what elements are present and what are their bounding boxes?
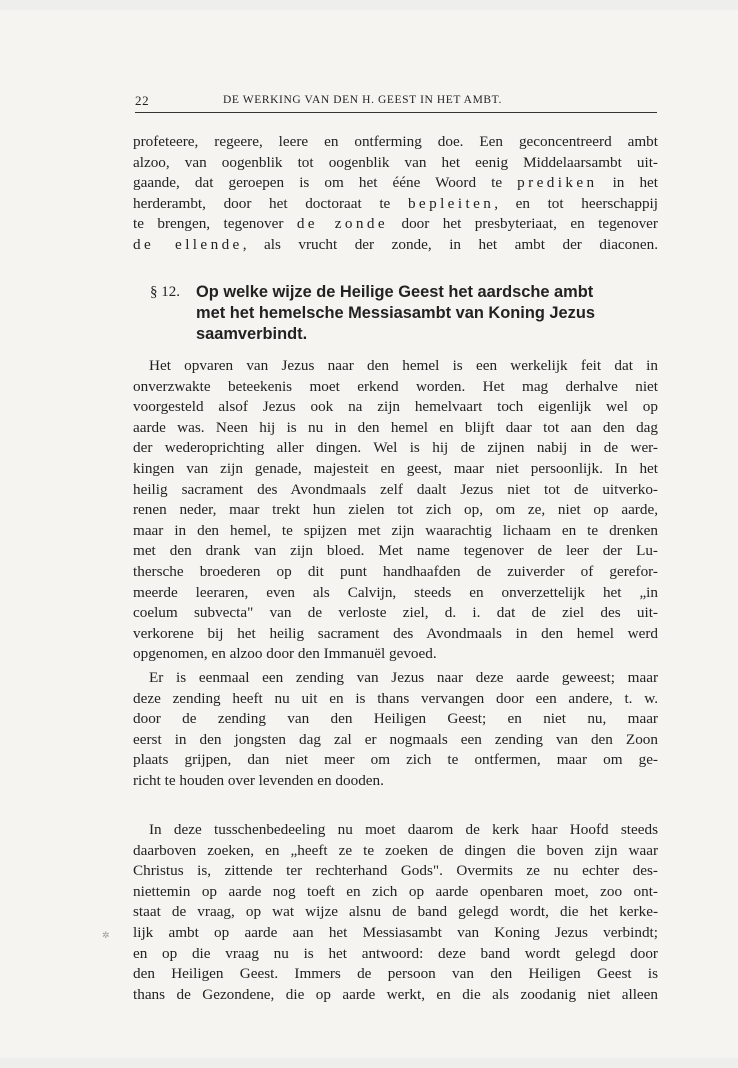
text-line: verkorene bij het heilig sacrament des Avondmaals in den hemel werd	[133, 624, 658, 642]
text-line: thans de Gezondene, die op aarde werkt, en die als zoodanig niet alleen	[133, 985, 658, 1003]
paper-speck: ✲	[102, 930, 110, 940]
text-line: plaats grijpen, dan niet meer om zich te ontfermen, maar om ge-	[133, 751, 658, 769]
text-line: met den drank van zijn bloed. Met name tegenover de leer der Lu-	[133, 542, 658, 560]
text-line: thersche broederen op dit punt handhaafden de zuiverder of gerefor-	[133, 562, 658, 580]
page-header	[135, 90, 657, 113]
text-line: profeteere, regeere, leere en ontferming doe. Een geconcentreerd ambt	[133, 133, 658, 150]
section-title-line: Op welke wijze de Heilige Geest het aardsche ambt	[196, 283, 594, 301]
paragraph-1	[133, 132, 658, 256]
book-page	[0, 10, 738, 1058]
text-line: kingen van zijn genade, majesteit en geest, maar niet persoonlijk. In het	[133, 459, 658, 477]
text-line: door de zending van den Heiligen Geest; en niet nu, maar	[133, 710, 658, 728]
paragraph-2	[133, 356, 658, 665]
text-line: renen neder, maar trekt hun zielen tot zich op, om ze, niet op aarde,	[133, 501, 658, 519]
section-title-line: saamverbindt.	[196, 325, 308, 343]
text-line: onverzwakte beteekenis moet erkend worden. Het mag derhalve niet	[133, 377, 658, 395]
text-line: Christus is, zittende ter rechterhand Gods". Overmits ze nu echter des-	[133, 862, 658, 880]
page-number: 22	[135, 93, 150, 108]
text-line: In deze tusschenbedeeling nu moet daarom de kerk haar Hoofd steeds	[149, 821, 658, 838]
text-line: der wederoprichting aller dingen. Wel is hij de zijnen nabij in de wer-	[133, 439, 658, 457]
running-title: DE WERKING VAN DEN H. GEEST IN HET AMBT.	[223, 94, 502, 106]
text-line: Er is eenmaal een zending van Jezus naar deze aarde geweest; maar	[149, 669, 658, 686]
text-line: te brengen, tegenover de zonde door het presbyteriaat, en tegenover	[133, 215, 658, 233]
text-line: de ellende, als vrucht der zonde, in het ambt der diaconen.	[133, 235, 658, 253]
text-line: coelum subvecta" van de verloste ziel, d. i. dat de ziel des uit-	[133, 604, 658, 622]
text-line: maar in den hemel, te spijzen met zijn waarachtig lichaam en te drenken	[133, 521, 658, 539]
text-line: deze zending heeft nu uit en is thans vervangen door een andere, t. w.	[133, 689, 658, 707]
text-line: lijk ambt op aarde aan het Messiasambt van Koning Jezus verbindt;	[133, 923, 658, 941]
text-line: richt te houden over levenden en dooden.	[133, 771, 384, 789]
text-line: opgenomen, en alzoo door den Immanuël gevoed.	[133, 645, 437, 663]
text-line: voorgesteld alsof Jezus ook na zijn hemelvaart toch eigenlijk wel op	[133, 398, 658, 416]
paragraph-3	[133, 668, 658, 792]
text-line: en op die vraag nu is het antwoord: deze band wordt gelegd door	[133, 944, 658, 962]
text-line: meerde leeraren, even als Calvijn, steeds en onverzettelijk het „in	[133, 583, 658, 601]
text-line: herderambt, door het doctoraat te bepleiten, en tot heerschappij	[133, 194, 658, 212]
text-line: Het opvaren van Jezus naar den hemel is een werkelijk feit dat in	[149, 357, 658, 374]
section-heading	[150, 282, 662, 345]
section-title-line: met het hemelsche Messiasambt van Koning Jezus	[196, 304, 595, 322]
text-line: heilig sacrament des Avondmaals zelf daalt Jezus niet tot de uitverko-	[133, 480, 658, 498]
paragraph-4	[133, 820, 658, 1005]
text-line: alzoo, van oogenblik tot oogenblik van het eenig Middelaarsambt uit-	[133, 153, 658, 171]
text-line: den Heiligen Geest. Immers de persoon van den Heiligen Geest is	[133, 965, 658, 983]
text-line: niettemin op aarde nog toeft en zich op aarde openbaren moet, zoo ont-	[133, 882, 658, 900]
text-line: daarboven zoeken, en „heeft ze te zoeken de dingen die boven zijn waar	[133, 841, 658, 859]
text-line: eerst in den jongsten dag zal er nogmaals een zending van den Zoon	[133, 730, 658, 748]
text-line: staat de vraag, op wat wijze alsnu de band gelegd wordt, die het kerke-	[133, 903, 658, 921]
text-line: gaande, dat geroepen is om het ééne Woord te prediken in het	[133, 174, 658, 192]
section-number: § 12.	[150, 284, 180, 300]
text-line: aarde was. Neen hij is nu in den hemel en blijft daar tot aan den dag	[133, 418, 658, 436]
